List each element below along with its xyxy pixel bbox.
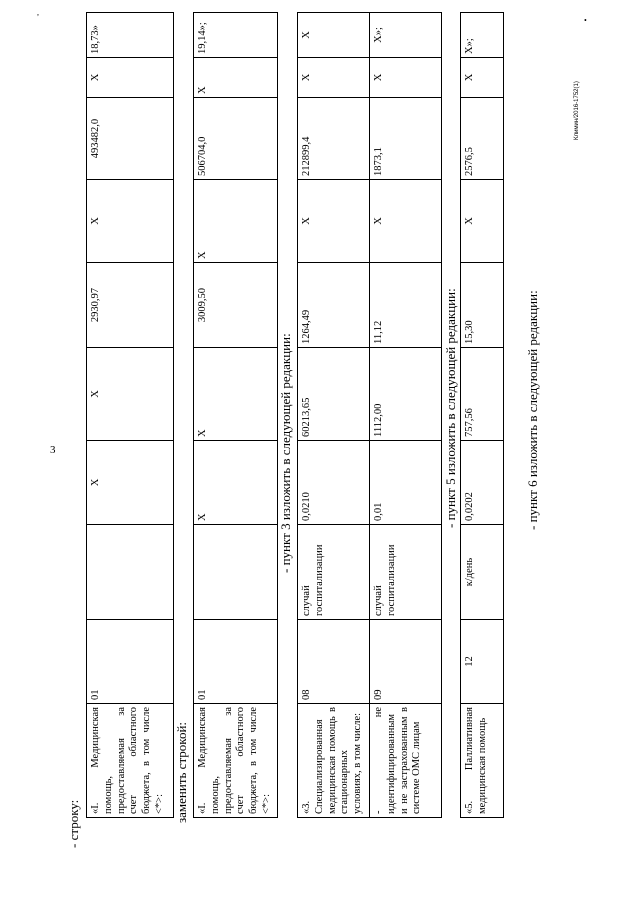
cell-volume: X (194, 441, 278, 525)
cell-per-capita: 15,30 (461, 263, 504, 348)
cell-name: «3. Специализированная медицинская помощь в стационарных условиях, в том числе: (298, 704, 370, 818)
cell-volume: 0,0210 (298, 441, 370, 525)
table-original-row (86, 12, 174, 818)
cell-x: X (87, 58, 174, 98)
cell-x: X (298, 58, 370, 98)
cell-x: X (461, 180, 504, 263)
cell-x: X (87, 180, 174, 263)
cell-share: 19,14»; (194, 13, 278, 58)
cell-num: 08 (298, 620, 370, 704)
cell-unit: случай госпитализации (370, 525, 442, 620)
cell-total: 1873,1 (370, 98, 442, 180)
page-number: 3 (50, 444, 56, 456)
cell-cost: 757,56 (461, 348, 504, 441)
cell-cost: X (194, 348, 278, 441)
cell-x: X (370, 180, 442, 263)
table-row (194, 13, 278, 818)
cell-unit (194, 525, 278, 620)
document-code: Климин/2016-1752(1) (574, 81, 580, 140)
scan-mark: • (584, 16, 587, 25)
cell-name: «5. Паллиативная медицинская помощь (461, 704, 504, 818)
cell-x: X (298, 180, 370, 263)
cell-share: X»; (370, 13, 442, 58)
cell-volume: 0,01 (370, 441, 442, 525)
cell-num: 01 (87, 620, 174, 704)
cell-per-capita: 11,12 (370, 263, 442, 348)
scan-mark: , (37, 8, 39, 17)
cell-share: X (298, 13, 370, 58)
cell-unit (87, 525, 174, 620)
rotated-content (40, 0, 640, 878)
cell-share: 18,73» (87, 13, 174, 58)
table-row (87, 13, 174, 818)
cell-per-capita: 1264,49 (298, 263, 370, 348)
cell-share: X»; (461, 13, 504, 58)
cell-per-capita: 3009,50 (194, 263, 278, 348)
cell-num: 12 (461, 620, 504, 704)
cell-x: X (461, 58, 504, 98)
paragraph-item3: - пункт 3 изложить в следующей редакции: (278, 333, 293, 573)
table-item3 (297, 12, 442, 818)
cell-cost: 1112,00 (370, 348, 442, 441)
cell-name: - не идентифицированным и не застрахованным в системе ОМС лицам (370, 704, 442, 818)
table-item5 (460, 12, 504, 818)
cell-total: 493482,0 (87, 98, 174, 180)
cell-cost: 60213,65 (298, 348, 370, 441)
table-row (370, 13, 442, 818)
cell-num: 01 (194, 620, 278, 704)
cell-total: 506704,0 (194, 98, 278, 180)
paragraph-replace: заменить строкой: (174, 721, 189, 823)
paragraph-item5: - пункт 5 изложить в следующей редакции: (443, 288, 458, 528)
paragraph-item6: - пункт 6 изложить в следующей редакции: (525, 290, 540, 530)
cell-total: 212899,4 (298, 98, 370, 180)
cell-cost: X (87, 348, 174, 441)
table-replacement-row (193, 12, 278, 818)
cell-name: «I. Медицинская помощь, предоставляемая за счет областного бюджета, в том числе <*>: (87, 704, 174, 818)
cell-per-capita: 2930,97 (87, 263, 174, 348)
cell-name: «I. Медицинская помощь, предоставляемая за счет областного бюджета, в том числе <*>: (194, 704, 278, 818)
cell-num: 09 (370, 620, 442, 704)
cell-unit: случай госпитализации (298, 525, 370, 620)
table-row (461, 13, 504, 818)
cell-x: X (194, 180, 278, 263)
cell-x: X (370, 58, 442, 98)
paragraph-string: - строку: (66, 799, 81, 848)
cell-volume: X (87, 441, 174, 525)
cell-unit: к/день (461, 525, 504, 620)
cell-volume: 0,0202 (461, 441, 504, 525)
table-row (298, 13, 370, 818)
cell-x: X (194, 58, 278, 98)
cell-total: 2576,5 (461, 98, 504, 180)
